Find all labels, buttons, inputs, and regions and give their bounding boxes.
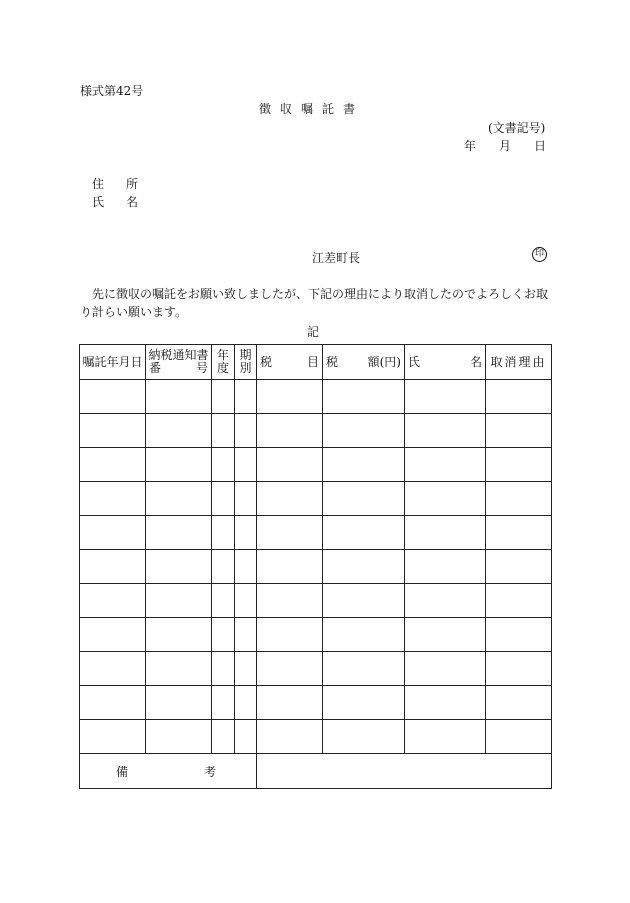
cell-date[interactable]	[80, 686, 146, 720]
address-label-a: 住	[92, 177, 105, 191]
day-label: 日	[533, 139, 546, 153]
cell-tax-amount[interactable]	[323, 482, 405, 516]
cell-notice-number[interactable]	[146, 652, 212, 686]
cell-fiscal-year[interactable]	[212, 448, 235, 482]
cell-date[interactable]	[80, 618, 146, 652]
mayor-title: 江差町長	[312, 251, 361, 265]
cell-fiscal-year[interactable]	[212, 380, 235, 414]
remarks-label-a: 備	[116, 764, 129, 779]
cell-reason[interactable]	[486, 414, 552, 448]
header-name-label	[405, 356, 485, 369]
table-row	[80, 482, 552, 516]
cell-date[interactable]	[80, 482, 146, 516]
name-label	[92, 193, 138, 210]
document-title: 徴収嘱託書	[259, 102, 365, 116]
header-notice-line2-b: 号	[195, 361, 208, 375]
header-fiscal-year	[212, 345, 235, 380]
address-label	[92, 175, 138, 192]
table-row	[80, 448, 552, 482]
cell-reason[interactable]	[486, 550, 552, 584]
table-row	[80, 516, 552, 550]
cell-notice-number[interactable]	[146, 686, 212, 720]
cell-date[interactable]	[80, 550, 146, 584]
cell-date[interactable]	[80, 516, 146, 550]
header-notice-line2	[146, 362, 211, 375]
cell-name[interactable]	[405, 686, 486, 720]
cell-name[interactable]	[405, 652, 486, 686]
cell-tax-amount[interactable]	[323, 516, 405, 550]
cell-tax-amount[interactable]	[323, 652, 405, 686]
cell-tax-item[interactable]	[257, 550, 323, 584]
table-row	[80, 584, 552, 618]
cell-tax-item[interactable]	[257, 584, 323, 618]
cell-tax-item[interactable]	[257, 414, 323, 448]
header-name	[405, 345, 486, 380]
cell-tax-item[interactable]	[257, 516, 323, 550]
header-notice-line1: 納税通知書	[148, 348, 209, 362]
cell-tax-amount[interactable]	[323, 414, 405, 448]
cell-date[interactable]	[80, 380, 146, 414]
cell-tax-amount[interactable]	[323, 720, 405, 754]
cell-reason[interactable]	[486, 482, 552, 516]
header-period-line2: 別	[239, 361, 252, 375]
remarks-label-cell	[80, 754, 257, 789]
header-tax-amount-label	[323, 356, 404, 369]
cell-fiscal-year[interactable]	[212, 550, 235, 584]
remarks-label	[80, 763, 256, 780]
header-period-line1: 期	[239, 348, 252, 362]
cell-tax-amount[interactable]	[323, 550, 405, 584]
header-date-label: 嘱託年月日	[82, 354, 143, 369]
remarks-field[interactable]	[257, 754, 552, 789]
cell-period[interactable]	[235, 414, 257, 448]
cell-date[interactable]	[80, 414, 146, 448]
cell-fiscal-year[interactable]	[212, 686, 235, 720]
table-row	[80, 618, 552, 652]
table-row	[80, 380, 552, 414]
cell-date[interactable]	[80, 652, 146, 686]
remarks-label-b: 考	[203, 764, 216, 779]
cell-name[interactable]	[405, 516, 486, 550]
cell-reason[interactable]	[486, 652, 552, 686]
cell-reason[interactable]	[486, 584, 552, 618]
header-name-b: 名	[469, 354, 482, 369]
header-tax-item	[257, 345, 323, 380]
header-tax-amount-a: 税	[326, 354, 339, 369]
header-reason-label: 取消理由	[490, 354, 547, 369]
cell-tax-item[interactable]	[257, 618, 323, 652]
cell-notice-number[interactable]	[146, 584, 212, 618]
cell-name[interactable]	[405, 482, 486, 516]
cell-fiscal-year[interactable]	[212, 618, 235, 652]
cell-tax-item[interactable]	[257, 482, 323, 516]
cell-reason[interactable]	[486, 448, 552, 482]
header-tax-item-a: 税	[260, 354, 273, 369]
cell-fiscal-year[interactable]	[212, 652, 235, 686]
seal-mark: 印	[532, 247, 547, 262]
cell-period[interactable]	[235, 448, 257, 482]
date-line	[464, 137, 546, 154]
header-notice-line2-a: 番	[149, 361, 162, 375]
name-label-a: 氏	[92, 195, 105, 209]
cell-tax-item[interactable]	[257, 720, 323, 754]
cell-tax-item[interactable]	[257, 448, 323, 482]
cell-period[interactable]	[235, 482, 257, 516]
cell-fiscal-year[interactable]	[212, 584, 235, 618]
cell-tax-item[interactable]	[257, 652, 323, 686]
cell-name[interactable]	[405, 584, 486, 618]
cell-notice-number[interactable]	[146, 482, 212, 516]
header-tax-amount	[323, 345, 405, 380]
cell-period[interactable]	[235, 584, 257, 618]
cell-period[interactable]	[235, 516, 257, 550]
cell-reason[interactable]	[486, 720, 552, 754]
header-tax-item-b: 目	[306, 354, 319, 369]
ki-heading: 記	[307, 325, 320, 339]
cell-notice-number[interactable]	[146, 550, 212, 584]
header-period	[235, 345, 257, 380]
name-label-b: 名	[125, 195, 138, 209]
cell-period[interactable]	[235, 720, 257, 754]
cell-fiscal-year[interactable]	[212, 720, 235, 754]
address-label-b: 所	[125, 177, 138, 191]
cell-tax-amount[interactable]	[323, 380, 405, 414]
cell-period[interactable]	[235, 652, 257, 686]
cell-period[interactable]	[235, 686, 257, 720]
cell-notice-number[interactable]	[146, 618, 212, 652]
table-row	[80, 550, 552, 584]
cell-fiscal-year[interactable]	[212, 414, 235, 448]
header-tax-amount-b: 額(円)	[367, 354, 401, 369]
form-number: 様式第42号	[80, 84, 144, 98]
cell-reason[interactable]	[486, 516, 552, 550]
table-row	[80, 652, 552, 686]
cell-date[interactable]	[80, 584, 146, 618]
cell-tax-amount[interactable]	[323, 584, 405, 618]
cell-name[interactable]	[405, 720, 486, 754]
header-year-line2: 度	[216, 361, 229, 375]
remarks-row	[80, 754, 552, 789]
year-label: 年	[464, 139, 477, 153]
cell-date[interactable]	[80, 448, 146, 482]
cell-notice-number[interactable]	[146, 414, 212, 448]
cell-name[interactable]	[405, 380, 486, 414]
header-notice-number	[146, 345, 212, 380]
cell-fiscal-year[interactable]	[212, 482, 235, 516]
cancellation-table	[79, 344, 552, 789]
cell-name[interactable]	[405, 618, 486, 652]
cell-period[interactable]	[235, 380, 257, 414]
cell-notice-number[interactable]	[146, 516, 212, 550]
header-name-a: 氏	[408, 354, 421, 369]
cell-reason[interactable]	[486, 618, 552, 652]
cell-period[interactable]	[235, 618, 257, 652]
cell-tax-amount[interactable]	[323, 448, 405, 482]
header-tax-item-label	[257, 356, 322, 369]
cell-notice-number[interactable]	[146, 380, 212, 414]
cell-notice-number[interactable]	[146, 448, 212, 482]
header-reason	[486, 345, 552, 380]
cell-name[interactable]	[405, 550, 486, 584]
cell-period[interactable]	[235, 550, 257, 584]
table-header-row	[80, 345, 552, 380]
table-row	[80, 720, 552, 754]
cell-name[interactable]	[405, 448, 486, 482]
cell-fiscal-year[interactable]	[212, 516, 235, 550]
table-row	[80, 414, 552, 448]
month-label: 月	[498, 139, 511, 153]
cell-tax-amount[interactable]	[323, 686, 405, 720]
cell-reason[interactable]	[486, 686, 552, 720]
header-date	[80, 345, 146, 380]
cell-tax-amount[interactable]	[323, 618, 405, 652]
cell-tax-item[interactable]	[257, 686, 323, 720]
cell-reason[interactable]	[486, 380, 552, 414]
cell-name[interactable]	[405, 414, 486, 448]
header-year-line1: 年	[216, 348, 229, 362]
table-row	[80, 686, 552, 720]
table-body	[80, 380, 552, 754]
cell-tax-item[interactable]	[257, 380, 323, 414]
cell-date[interactable]	[80, 720, 146, 754]
body-paragraph: 先に徴収の嘱託をお願い致しましたが、下記の理由により取消したのでよろしくお取り計らい願います。	[80, 287, 549, 319]
document-number: (文書記号)	[488, 121, 546, 135]
cell-notice-number[interactable]	[146, 720, 212, 754]
